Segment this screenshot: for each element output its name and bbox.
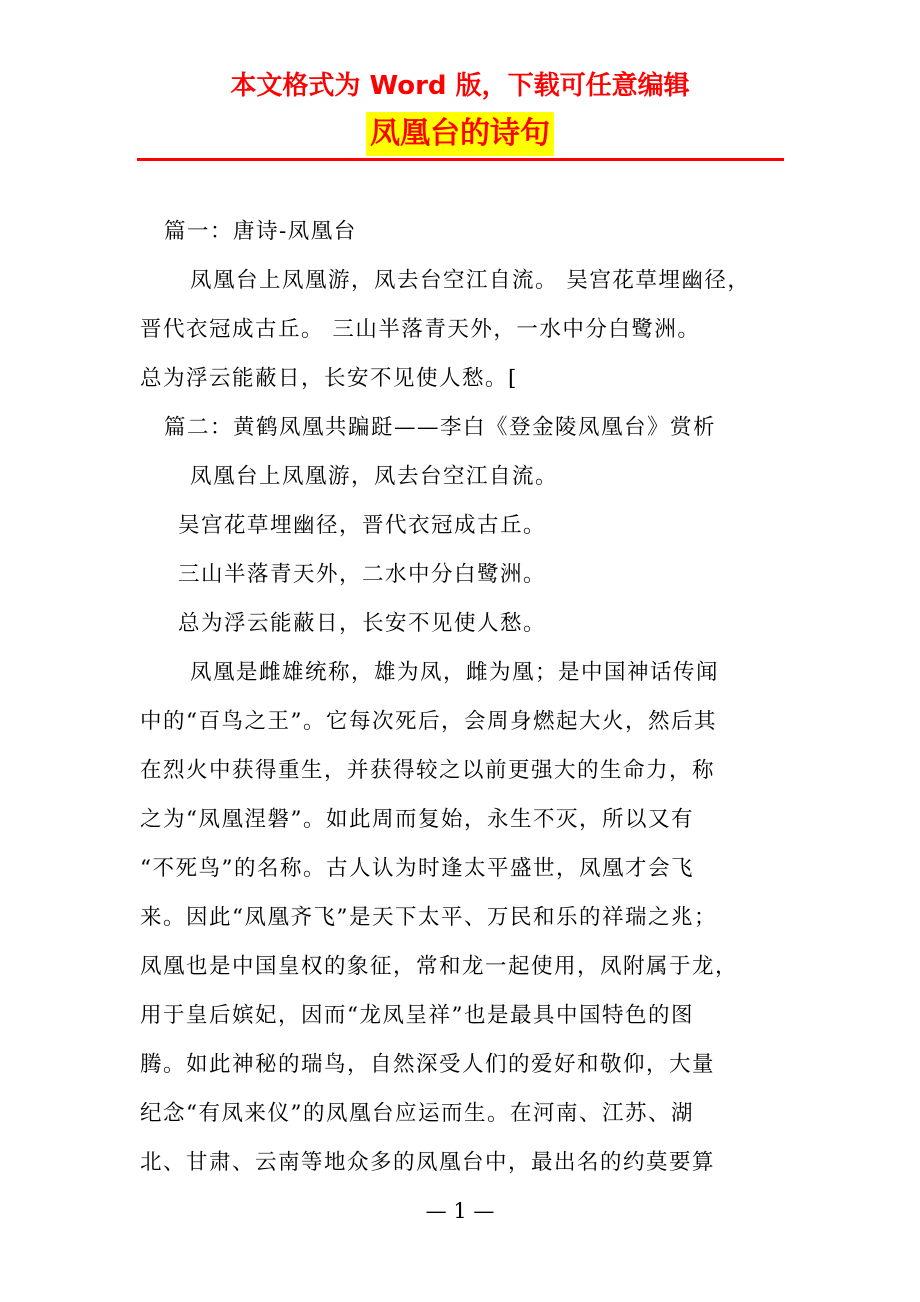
paragraph-line: 在烈火中获得重生，并获得较之以前更强大的生命力，称: [140, 758, 716, 783]
title-container: [0, 112, 920, 156]
section-heading-2: 篇二：黄鹤凤凰共蹁跹——李白《登金陵凤凰台》赏析: [164, 415, 717, 440]
paragraph-line: 腾。如此神秘的瑞鸟，自然深受人们的爱好和敬仰，大量: [140, 1052, 716, 1077]
poem-line: 总为浮云能蔽日，长安不见使人愁。[: [140, 366, 518, 391]
poem-line: 凤凰台上凤凰游，凤去台空江自流。 吴宫花草埋幽径，: [190, 268, 751, 293]
paragraph-line: 来。因此“凤凰齐飞”是天下太平、万民和乐的祥瑞之兆；: [140, 905, 717, 930]
header-banner: 本文格式为 Word 版，下载可任意编辑: [230, 71, 690, 101]
paragraph-line: 之为“凤凰涅磐”。如此周而复始，永生不灭，所以又有: [140, 807, 694, 832]
verse-line: 总为浮云能蔽日，长安不见使人愁。: [178, 611, 547, 636]
document-body: [140, 207, 790, 1187]
section-heading-1: 篇一：唐诗-凤凰台: [164, 219, 357, 244]
verse-line: 凤凰台上凤凰游，凤去台空江自流。: [190, 464, 559, 489]
poem-line: 晋代衣冠成古丘。 三山半落青天外，一水中分白鹭洲。: [140, 317, 701, 342]
verse-line: 吴宫花草埋幽径，晋代衣冠成古丘。: [178, 513, 547, 538]
verse-line: 三山半落青天外，二水中分白鹭洲。: [178, 562, 547, 587]
paragraph-line: 北、甘肃、云南等地众多的凤凰台中，最出名的约莫要算: [140, 1150, 716, 1175]
paragraph-line: 中的“百鸟之王”。它每次死后，会周身燃起大火，然后其: [140, 709, 717, 734]
paragraph-line: 用于皇后嫔妃，因而“龙凤呈祥”也是最具中国特色的图: [140, 1003, 694, 1028]
page-number: — 1 —: [425, 1199, 495, 1223]
document-title: 凤凰台的诗句: [366, 112, 554, 156]
paragraph-line: 纪念“有凤来仪”的凤凰台应运而生。在河南、江苏、湖: [140, 1101, 694, 1126]
title-divider: [137, 158, 784, 161]
paragraph-line: 凤凰是雌雄统称，雄为凤，雌为凰；是中国神话传闻: [190, 660, 720, 685]
paragraph-line: “不死鸟”的名称。古人认为时逢太平盛世，凤凰才会飞: [140, 856, 694, 881]
paragraph-line: 凤凰也是中国皇权的象征，常和龙一起使用，凤附属于龙，: [140, 954, 739, 979]
